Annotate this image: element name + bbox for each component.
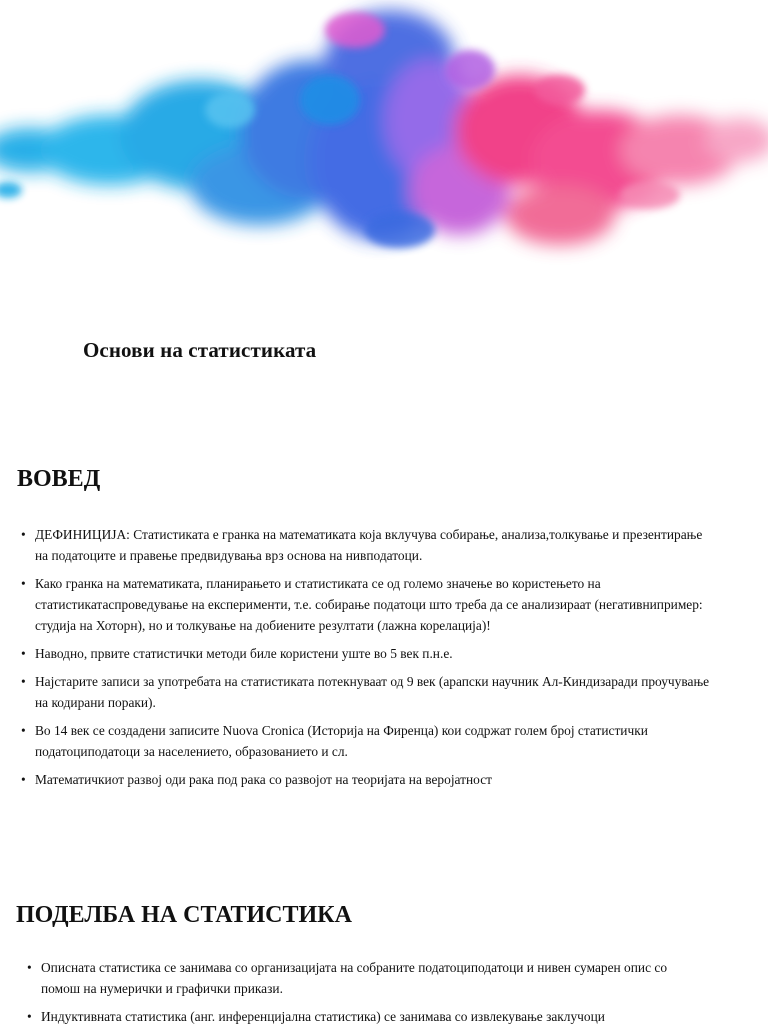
intro-bullet-list [21,524,711,797]
list-item-text: ДЕФИНИЦИЈА: Статистиката е гранка на математиката која вклучува собирање, анализа,толкување и презентирање на податоците и правење предвидувања врз основа на нивподатоци. [35,527,703,563]
bullet-icon: • [21,646,26,661]
bullet-icon: • [27,960,32,975]
list-item [21,524,711,566]
list-item [21,573,711,636]
bullet-icon: • [21,674,26,689]
section-heading-intro: ВОВЕД [17,466,101,492]
list-item [21,720,711,762]
section-heading-division: ПОДЕЛБА НА СТАТИСТИКА [16,902,352,928]
list-item [21,643,711,664]
bullet-icon: • [21,576,26,591]
list-item [27,1006,697,1024]
list-item [21,671,711,713]
division-bullet-list [27,957,697,1024]
list-item [27,957,697,999]
list-item-text: Наводно, првите статистички методи биле користени уште во 5 век п.н.е. [35,646,453,661]
list-item [21,769,711,790]
list-item-text: Како гранка на математиката, планирањето и статистиката се од големо значење во користењето на статистикатаспроведување на експерименти, т.е. собирање податоци што треба да се анализираат (негативнипример: студија на Хоторн), но и толкување на добиените резултати (лажна корелација)! [35,576,703,633]
bullet-icon: • [21,723,26,738]
bullet-icon: • [21,527,26,542]
bullet-icon: • [21,772,26,787]
ink-cloud-image [0,0,768,290]
list-item-text: Описната статистика се занимава со организацијата на собраните податоциподатоци и нивен сумарен опис со помош на нумерички и графички прикази. [41,960,668,996]
list-item-text: Најстарите записи за употребата на статистиката потекнуваат од 9 век (арапски научник Ал-Киндизаради проучување на кодирани пораки). [35,674,710,710]
bullet-icon: • [27,1009,32,1024]
list-item-text: Во 14 век се создадени записите Nuova Cronica (Историја на Фиренца) кои содржат голем број статистички податоциподатоци за населението, образованието и сл. [35,723,648,759]
list-item-text: Индуктивната статистика (анг. инференцијална статистика) се занимава со извлекување заклучоци [41,1009,605,1024]
document-title: Основи на статистиката [83,338,317,362]
list-item-text: Математичкиот развој оди рака под рака со развојот на теоријата на веројатност [35,772,492,787]
